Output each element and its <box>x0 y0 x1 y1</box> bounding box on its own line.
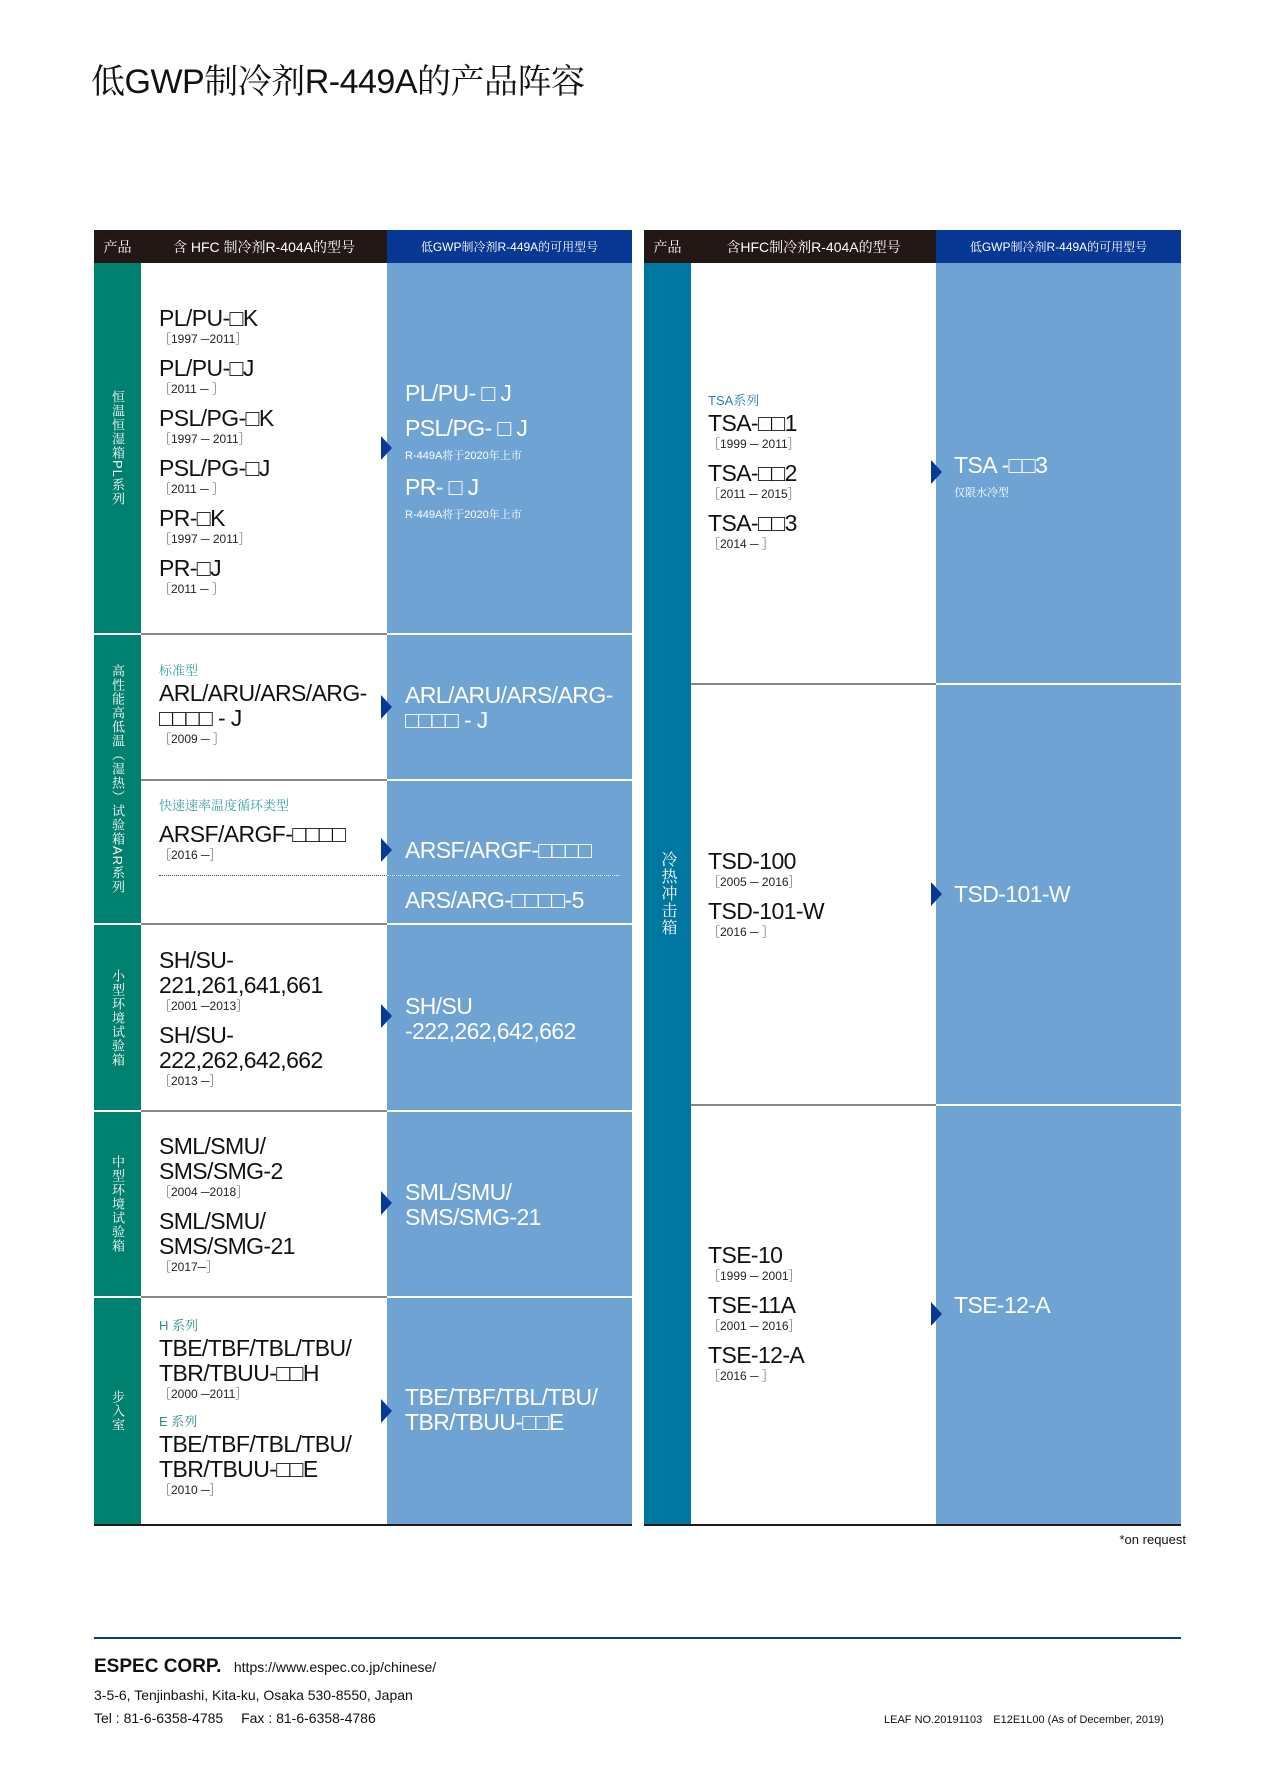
model-name: TSA -□□3 <box>954 452 1048 478</box>
model-years: ［2011 ─ ］ <box>159 582 224 596</box>
arrow-right-icon <box>931 882 942 906</box>
table-bottom-rule <box>94 1524 632 1526</box>
arrow-right-icon <box>381 695 392 719</box>
row-separator <box>387 779 632 781</box>
model-name: TSA-□□2 <box>708 460 797 486</box>
model-name: ARL/ARU/ARS/ARG-□□□□ - J <box>405 682 613 733</box>
subtype-label: H 系列 <box>159 1318 199 1333</box>
footer-corp-line <box>94 1656 436 1678</box>
model-name: PR-□K <box>159 505 225 531</box>
model-name: TSE-12-A <box>708 1342 805 1368</box>
model-years: ［2001 ─2013］ <box>159 999 249 1013</box>
model-years: ［2011 ─ 2015］ <box>708 487 800 501</box>
ar-standard-old <box>159 660 384 756</box>
model-name: TSD-100 <box>708 848 796 874</box>
row-separator <box>141 779 387 781</box>
row-separator <box>691 1104 936 1106</box>
model-years: ［2016 ─ ］ <box>708 925 774 939</box>
model-name: PL/PU-□K <box>159 305 258 331</box>
model-name: SH/SU -222,262,642,662 <box>405 993 576 1044</box>
category-label-thermal-shock: 冷热冲击箱 <box>644 263 691 1524</box>
row-separator <box>387 923 632 925</box>
subtype-label: 快速速率温度循环类型 <box>159 798 290 813</box>
model-years: ［2005 ─ 2016］ <box>708 875 801 889</box>
model-name: ARS/ARG-□□□□-5 <box>405 887 584 913</box>
model-years: ［2014 ─ ］ <box>708 537 774 551</box>
row-separator <box>141 1110 387 1112</box>
model-name: SML/SMU/ SMS/SMG-21 <box>405 1179 541 1230</box>
row-separator <box>387 633 632 635</box>
model-name: PR- □ J <box>405 474 479 500</box>
subtype-label: TSA系列 <box>708 393 760 408</box>
model-name: TSD-101-W <box>708 898 825 924</box>
arrow-right-icon <box>381 838 392 862</box>
model-years: ［2016 ─ ］ <box>708 1369 774 1383</box>
model-years: ［1999 ─ 2001］ <box>708 1269 801 1283</box>
model-years: ［2017─］ <box>159 1260 219 1274</box>
subtype-label: 标准型 <box>159 663 199 678</box>
model-years: ［2004 ─2018］ <box>159 1185 249 1199</box>
category-label-pl: 恒温恒湿箱PL系列 <box>94 263 141 633</box>
model-name: SH/SU-221,261,641,661 <box>159 947 323 998</box>
leaf-number: LEAF NO.20191103 E12E1L00 (As of December, 2019) <box>884 1714 1164 1726</box>
category-label-walkin: 步入室 <box>94 1298 141 1524</box>
model-name: TBE/TBF/TBL/TBU/ TBR/TBUU-□□H <box>159 1335 352 1386</box>
category-label-ar: 高性能高低温（湿热）试验箱AR系列 <box>94 635 141 923</box>
arrow-right-icon <box>381 1191 392 1215</box>
model-name: TSE-10 <box>708 1242 783 1268</box>
model-name: SML/SMU/ SMS/SMG-2 <box>159 1133 283 1184</box>
model-note: R-449A将于2020年上市 <box>405 509 522 521</box>
footer-rule <box>94 1637 1181 1639</box>
dotted-divider <box>159 875 387 876</box>
arrow-right-icon <box>931 1302 942 1326</box>
header-new-model-right: 低GWP制冷剂R-449A的可用型号 <box>936 230 1181 263</box>
row-separator <box>936 1104 1181 1106</box>
model-years: ［2010 ─］ <box>159 1483 222 1497</box>
model-name: TSA-□□1 <box>708 410 797 436</box>
ar-fast-new-2 <box>405 888 625 913</box>
arrow-right-icon <box>931 460 942 484</box>
page-title: 低GWP制冷剂R-449A的产品阵容 <box>91 63 585 101</box>
company-address: 3-5-6, Tenjinbashi, Kita-ku, Osaka 530-8550, Japan <box>94 1687 413 1703</box>
dotted-divider <box>387 875 619 876</box>
header-product: 产品 <box>94 230 141 263</box>
model-name: PL/PU- □ J <box>405 380 512 406</box>
pl-new-models <box>405 381 625 534</box>
row-separator <box>387 1110 632 1112</box>
model-name: TSD-101-W <box>954 881 1071 907</box>
subtype-label: E 系列 <box>159 1414 198 1429</box>
pl-old-models <box>159 306 384 606</box>
table-bottom-rule <box>644 1524 1181 1526</box>
category-label-medium: 中型环境试验箱 <box>94 1112 141 1296</box>
model-name: SML/SMU/ SMS/SMG-21 <box>159 1208 295 1259</box>
model-name: PSL/PG-□J <box>159 455 270 481</box>
row-separator <box>141 633 387 635</box>
ar-fast-new <box>405 838 625 863</box>
small-chamber-old <box>159 948 364 1098</box>
model-years: ［2016 ─］ <box>159 848 222 862</box>
model-name: TBE/TBF/TBL/TBU/ TBR/TBUU-□□E <box>405 1384 598 1435</box>
ar-fast-old <box>159 795 384 872</box>
row-separator <box>141 1296 387 1298</box>
model-name: PL/PU-□J <box>159 355 254 381</box>
model-name: TSA-□□3 <box>708 510 797 536</box>
walkin-old <box>159 1315 374 1507</box>
model-years: ［1999 ─ 2011］ <box>708 437 800 451</box>
model-years: ［1997 ─ 2011］ <box>159 532 251 546</box>
model-years: ［1997 ─ 2011］ <box>159 432 251 446</box>
tsd-old-models <box>708 849 928 949</box>
tsa-old-models <box>708 390 928 561</box>
arrow-right-icon <box>381 436 392 460</box>
model-name: PR-□J <box>159 555 222 581</box>
row-separator <box>691 683 936 685</box>
header-old-model-right: 含HFC制冷剂R-404A的型号 <box>691 230 936 263</box>
tsa-new-model <box>954 453 1169 512</box>
model-name: PSL/PG- □ J <box>405 415 528 441</box>
model-years: ［2011 ─ ］ <box>159 482 224 496</box>
model-name: TSE-11A <box>708 1292 796 1318</box>
company-phone: Tel : 81-6-6358-4785 Fax : 81-6-6358-4786 <box>94 1710 376 1726</box>
model-years: ［2001 ─ 2016］ <box>708 1319 801 1333</box>
tsd-new-model <box>954 882 1169 907</box>
walkin-new <box>405 1385 620 1435</box>
model-name: TBE/TBF/TBL/TBU/ TBR/TBUU-□□E <box>159 1431 352 1482</box>
header-product-right: 产品 <box>644 230 691 263</box>
model-name: TSE-12-A <box>954 1292 1051 1318</box>
header-old-model: 含 HFC 制冷剂R-404A的型号 <box>141 230 387 263</box>
arrow-right-icon <box>381 1004 392 1028</box>
model-years: ［1997 ─2011］ <box>159 332 248 346</box>
tse-new-model <box>954 1293 1169 1318</box>
model-name: ARSF/ARGF-□□□□ <box>159 821 346 847</box>
model-note: R-449A将于2020年上市 <box>405 450 522 462</box>
medium-chamber-old <box>159 1134 299 1284</box>
model-name: ARSF/ARGF-□□□□ <box>405 837 592 863</box>
model-years: ［2011 ─ ］ <box>159 382 224 396</box>
model-name: PSL/PG-□K <box>159 405 274 431</box>
company-name: ESPEC CORP. <box>94 1656 222 1677</box>
model-years: ［2000 ─2011］ <box>159 1387 248 1401</box>
model-name: ARL/ARU/ARS/ARG-□□□□ - J <box>159 680 367 731</box>
small-chamber-new <box>405 994 595 1044</box>
category-label-small: 小型环境试验箱 <box>94 925 141 1110</box>
model-years: ［2013 ─］ <box>159 1074 222 1088</box>
model-note: 仅限水冷型 <box>954 487 1009 499</box>
tse-old-models <box>708 1243 928 1393</box>
arrow-right-icon <box>381 1399 392 1423</box>
company-url[interactable]: https://www.espec.co.jp/chinese/ <box>233 1659 437 1675</box>
medium-chamber-new <box>405 1180 555 1230</box>
row-separator <box>936 683 1181 685</box>
ar-standard-new <box>405 683 620 733</box>
model-years: ［2009 ─ ］ <box>159 732 225 746</box>
row-separator <box>141 923 387 925</box>
on-request-note: *on request <box>1119 1532 1186 1547</box>
model-name: SH/SU-222,262,642,662 <box>159 1022 323 1073</box>
header-new-model: 低GWP制冷剂R-449A的可用型号 <box>387 230 632 263</box>
row-separator <box>387 1296 632 1298</box>
